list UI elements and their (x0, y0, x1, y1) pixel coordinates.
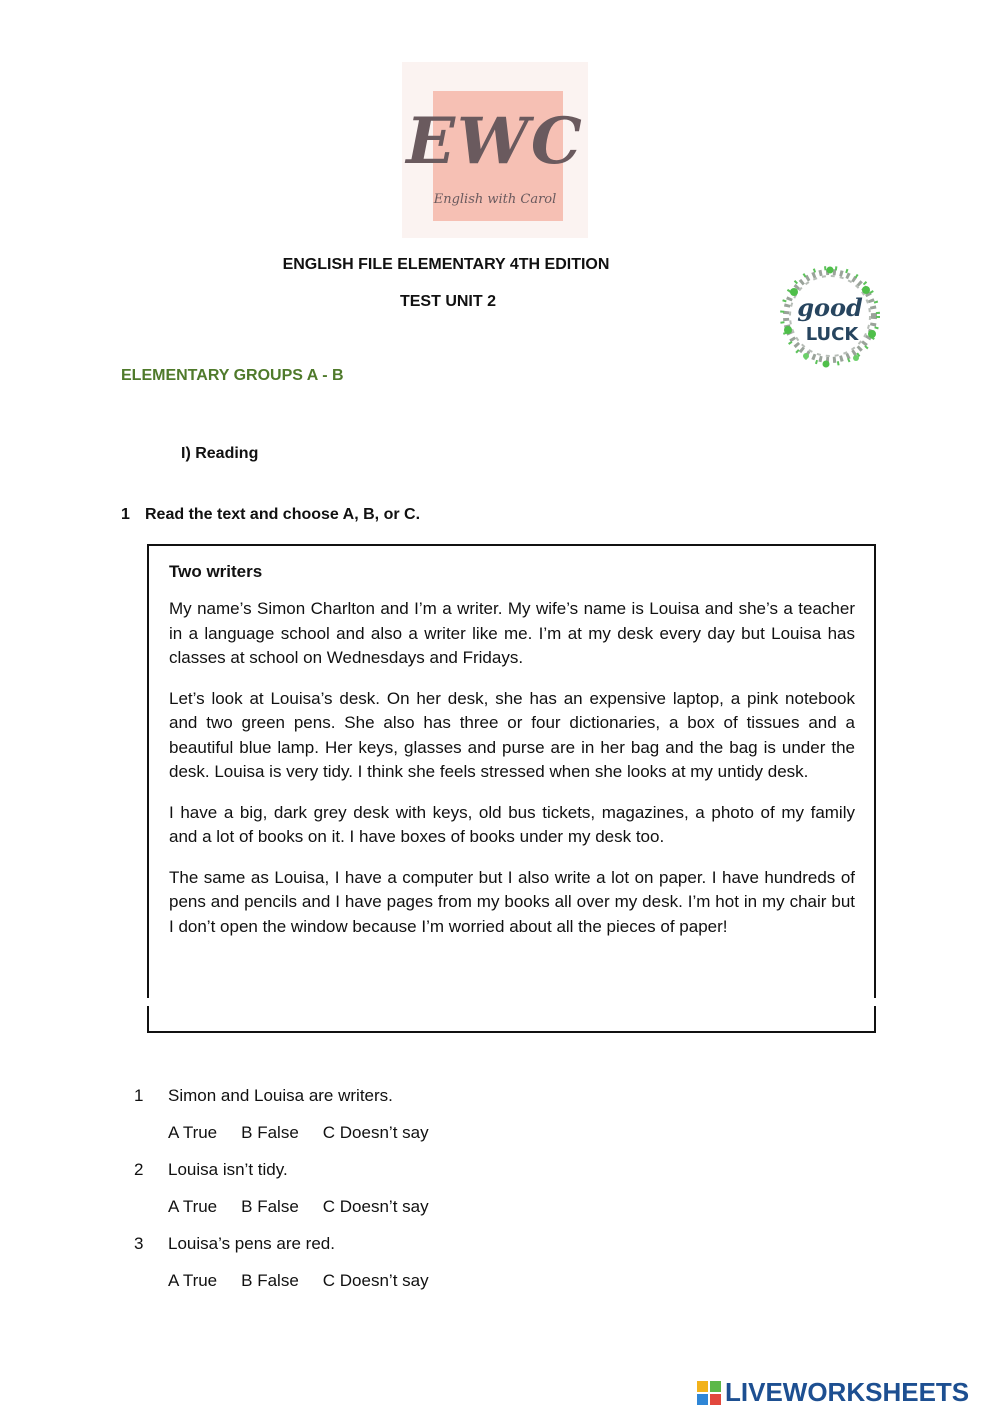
groups-label: ELEMENTARY GROUPS A - B (121, 367, 344, 384)
liveworksheets-brand: LIVEWORKSHEETS (725, 1377, 970, 1407)
liveworksheets-logo (697, 1377, 993, 1407)
badge-line2: LUCK (805, 324, 859, 345)
reading-text-box (147, 544, 876, 1033)
box-border-gap (147, 998, 876, 1006)
worksheet-subtitle: TEST UNIT 2 (399, 293, 496, 310)
option-a[interactable]: A True (168, 1271, 218, 1290)
liveworksheets-mark-icon (697, 1381, 721, 1405)
reading-paragraph: My name’s Simon Charlton and I’m a writer. My wife’s name is Louisa and she’s a teacher in a language school and also a writer like me. I’m at my desk every day but Louisa has classes at school on Wednesdays and Fridays. (169, 599, 855, 667)
option-c[interactable]: C Doesn’t say (322, 1123, 429, 1142)
reading-paragraph: I have a big, dark grey desk with keys, old bus tickets, magazines, a photo of my family and a lot of books on it. I have boxes of books under my desk too. (169, 802, 855, 846)
question-number: 2 (134, 1160, 144, 1179)
question-3-options (168, 1271, 429, 1291)
exercise-number: 1 (121, 506, 130, 523)
question-text: Louisa isn’t tidy. (168, 1160, 288, 1179)
question-1-options (168, 1123, 429, 1143)
option-b[interactable]: B False (241, 1123, 299, 1142)
exercise-instruction-text: Read the text and choose A, B, or C. (145, 506, 421, 523)
logo-letters: EWC (406, 104, 584, 179)
question-2-options (168, 1197, 429, 1217)
option-a[interactable]: A True (168, 1197, 218, 1216)
good-luck-wreath-icon (774, 262, 886, 370)
option-a[interactable]: A True (168, 1123, 218, 1142)
question-text: Louisa’s pens are red. (168, 1234, 335, 1253)
worksheet-title: ENGLISH FILE ELEMENTARY 4TH EDITION (282, 256, 610, 273)
section-reading-heading: I) Reading (181, 445, 259, 462)
reading-title: Two writers (169, 562, 263, 581)
option-c[interactable]: C Doesn’t say (322, 1197, 429, 1216)
option-b[interactable]: B False (241, 1197, 299, 1216)
reading-content (169, 562, 855, 955)
ewc-logo (402, 62, 588, 238)
question-number: 3 (134, 1234, 144, 1253)
option-c[interactable]: C Doesn’t say (322, 1271, 429, 1290)
logo-subtitle: English with Carol (433, 192, 557, 207)
reading-paragraph: The same as Louisa, I have a computer but I also write a lot on paper. I have hundreds of pens and pencils and I have pages from my books all over my desk. I’m hot in my chair but I don’t open the window because I’m worried about all the pieces of paper! (169, 867, 855, 936)
exercise-instruction (121, 506, 420, 524)
reading-paragraph: Let’s look at Louisa’s desk. On her desk, she has an expensive laptop, a pink notebook and two green pens. She also has three or four dictionaries, a box of tissues and a beautiful blue lamp. Her keys, glasses and purse are in her bag and the bag is under the desk. Louisa is very tidy. I think she feels stressed when she looks at my untidy desk. (169, 688, 855, 781)
option-b[interactable]: B False (241, 1271, 299, 1290)
question-text: Simon and Louisa are writers. (168, 1086, 393, 1105)
badge-line1: good (797, 293, 863, 322)
question-number: 1 (134, 1086, 144, 1105)
